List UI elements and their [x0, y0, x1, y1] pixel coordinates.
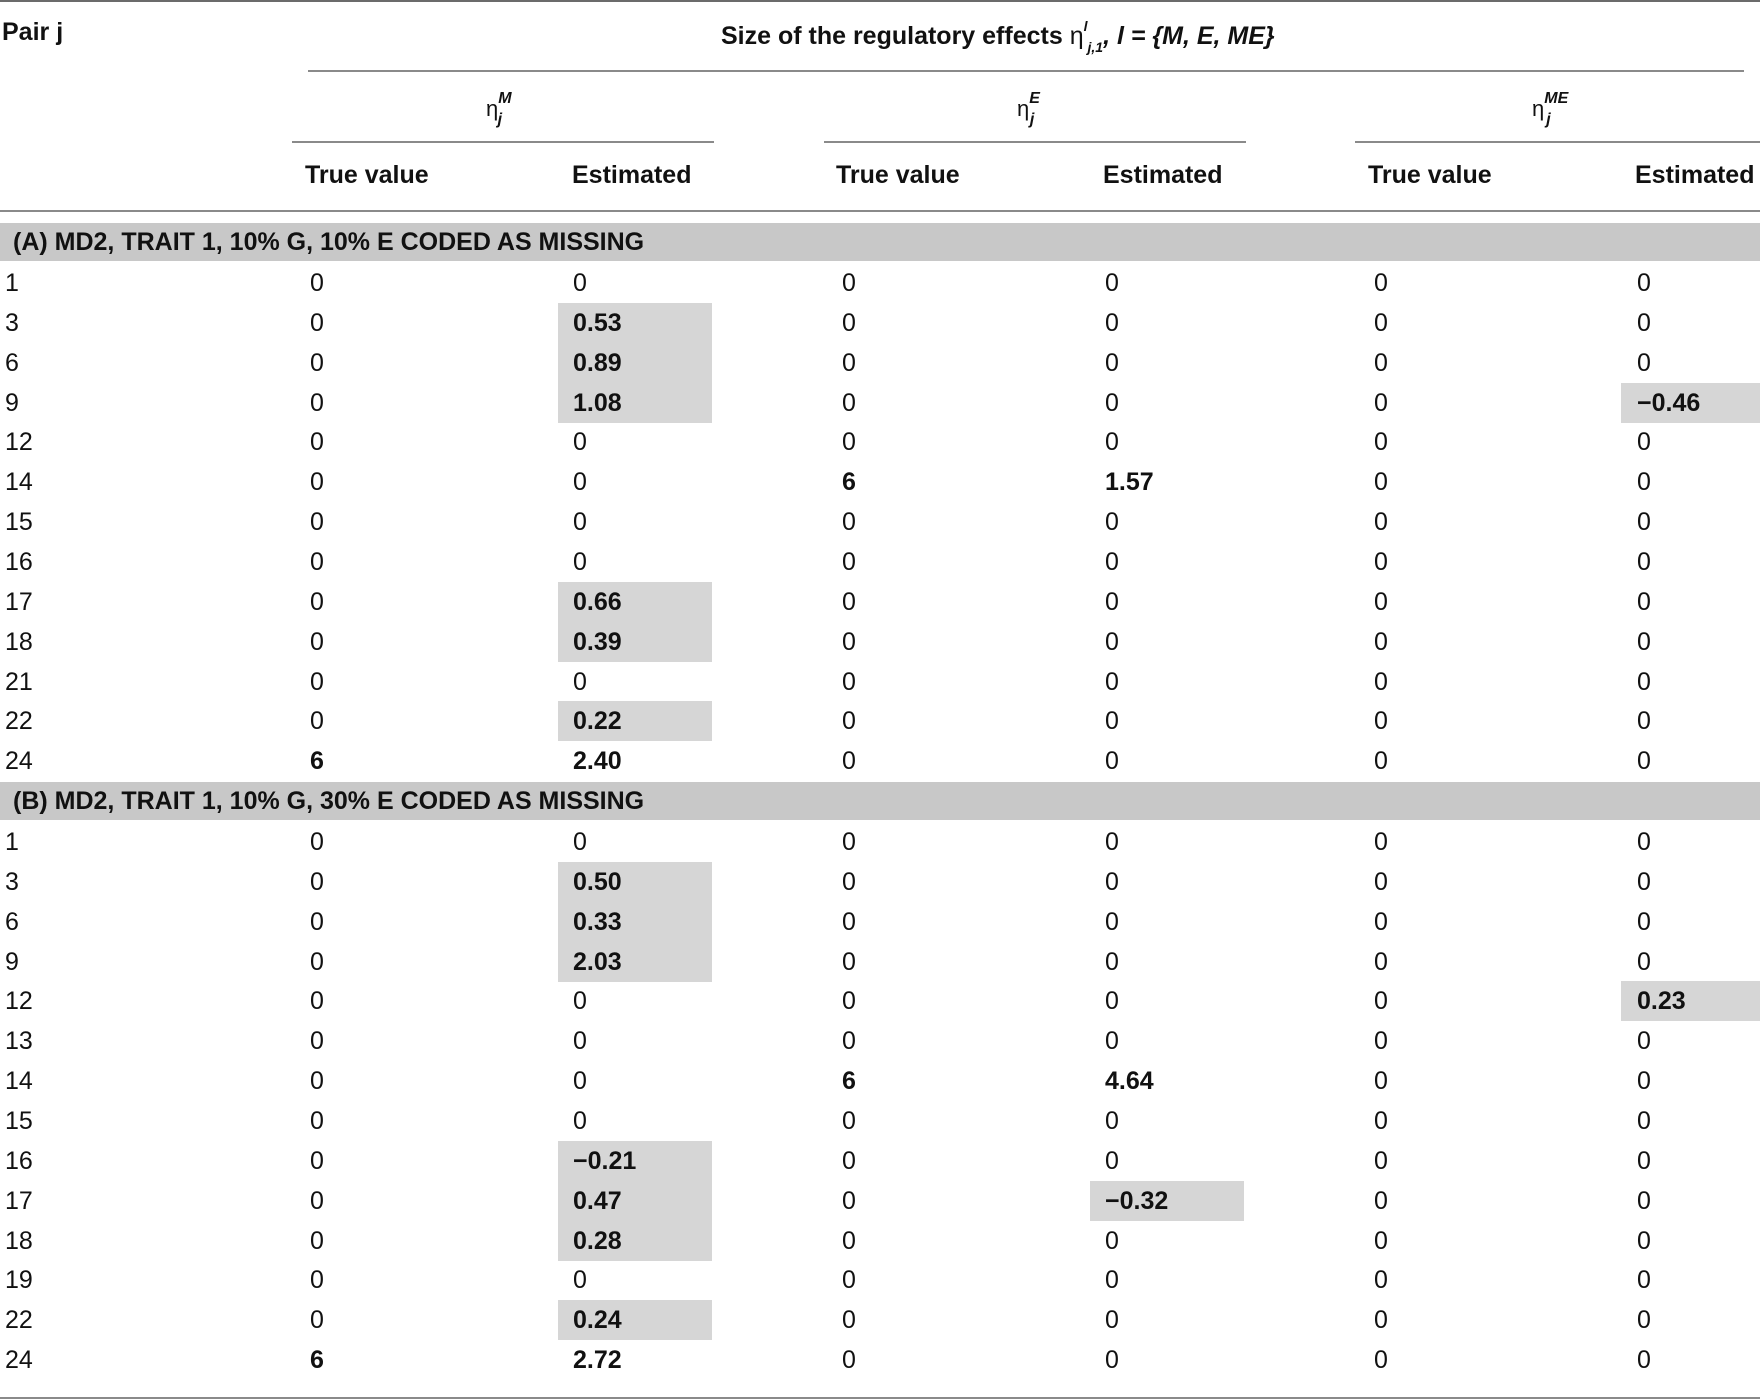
- value-cell: 0: [310, 828, 324, 857]
- value-cell: 0: [1374, 1186, 1388, 1215]
- value-cell: 0: [1105, 388, 1119, 417]
- value-cell: 0: [1105, 947, 1119, 976]
- value-cell: 0: [310, 547, 324, 576]
- value-cell: 0: [1637, 747, 1651, 776]
- value-cell: 0: [842, 707, 856, 736]
- value-cell: 0: [1637, 707, 1651, 736]
- value-cell: 0: [842, 547, 856, 576]
- value-cell: 0: [1374, 1146, 1388, 1175]
- value-cell: 0: [1374, 348, 1388, 377]
- value-cell: 0: [842, 1027, 856, 1056]
- value-cell: 0: [1637, 947, 1651, 976]
- value-cell: 2.40: [573, 747, 622, 776]
- table-row: [0, 662, 1760, 702]
- value-cell: 0: [1105, 987, 1119, 1016]
- value-cell: 0: [1374, 667, 1388, 696]
- value-cell: 0: [1105, 747, 1119, 776]
- value-cell: 0: [1105, 1266, 1119, 1295]
- title-sup: l: [1083, 18, 1088, 34]
- pair-cell: 12: [5, 428, 33, 457]
- value-cell: 0: [842, 1107, 856, 1135]
- value-cell: 0: [842, 428, 856, 457]
- value-cell: 0: [1105, 1346, 1119, 1375]
- value-cell: 0: [1637, 1346, 1651, 1375]
- value-cell: 0: [1637, 547, 1651, 576]
- value-cell: 0: [1374, 987, 1388, 1016]
- value-cell: 0: [310, 1306, 324, 1335]
- value-cell: 0: [842, 1266, 856, 1295]
- value-cell: 0: [310, 1146, 324, 1175]
- value-cell: 0: [1374, 1067, 1388, 1096]
- value-cell: 0: [1374, 707, 1388, 736]
- pair-cell: 15: [5, 508, 33, 537]
- value-cell: 0: [1105, 1226, 1119, 1255]
- pair-cell: 13: [5, 1027, 33, 1056]
- table-row: [0, 1061, 1760, 1101]
- pair-cell: 22: [5, 707, 33, 736]
- table-row: [0, 981, 1760, 1021]
- title-rule: [308, 70, 1744, 72]
- value-cell: 0: [573, 1107, 587, 1135]
- value-cell: 0: [842, 1226, 856, 1255]
- value-cell: 0: [842, 828, 856, 857]
- col-header-e-true: True value: [836, 161, 960, 189]
- highlighted-value-cell: 0.47: [558, 1181, 712, 1221]
- value-cell: 0: [842, 1346, 856, 1375]
- pair-cell: 1: [5, 269, 19, 297]
- value-cell: 0: [1637, 627, 1651, 656]
- value-cell: 0: [1105, 627, 1119, 656]
- table-row: [0, 343, 1760, 383]
- value-cell: 0: [1105, 269, 1119, 297]
- value-cell: 0: [1374, 907, 1388, 936]
- pair-cell: 18: [5, 627, 33, 656]
- col-header-me-true: True value: [1368, 161, 1492, 189]
- table-row: [0, 1141, 1760, 1181]
- value-cell: 0: [1637, 308, 1651, 337]
- value-cell: 0: [310, 707, 324, 736]
- pair-cell: 19: [5, 1266, 33, 1295]
- pair-cell: 15: [5, 1107, 33, 1135]
- pair-cell: 22: [5, 1306, 33, 1335]
- table-row: [0, 263, 1760, 303]
- col-header-m-true: True value: [305, 161, 429, 189]
- value-cell: 0: [1105, 667, 1119, 696]
- pair-cell: 6: [5, 348, 19, 377]
- value-cell: 0: [573, 428, 587, 457]
- value-cell: 0: [1374, 388, 1388, 417]
- value-cell: 0: [1637, 867, 1651, 896]
- table-row: [0, 1181, 1760, 1221]
- group-header-m: $\eta^M_j$: [486, 90, 512, 128]
- value-cell: 0: [1105, 907, 1119, 936]
- table-row: [0, 741, 1760, 781]
- value-cell: 0: [1374, 547, 1388, 576]
- table-row: [0, 822, 1760, 862]
- value-cell: 0: [310, 587, 324, 616]
- value-cell: 0: [310, 1027, 324, 1056]
- section-header: [0, 782, 1760, 820]
- value-cell: 0: [573, 667, 587, 696]
- pair-cell: 24: [5, 1346, 33, 1375]
- value-cell: 0: [842, 348, 856, 377]
- value-cell: 0: [1637, 1226, 1651, 1255]
- value-cell: 0: [842, 947, 856, 976]
- value-cell: 0: [842, 667, 856, 696]
- value-cell: 0: [1105, 1027, 1119, 1056]
- value-cell: 0: [842, 587, 856, 616]
- value-cell: 0: [1374, 828, 1388, 857]
- value-cell: 0: [310, 348, 324, 377]
- value-cell: 0: [842, 1306, 856, 1335]
- value-cell: 0: [842, 987, 856, 1016]
- value-cell: 0: [310, 667, 324, 696]
- value-cell: 0: [573, 508, 587, 537]
- table-row: [0, 462, 1760, 502]
- highlighted-value-cell: 0.89: [558, 343, 712, 383]
- value-cell: 0: [310, 269, 324, 297]
- value-cell: 0: [1105, 867, 1119, 896]
- col-header-e-est: Estimated: [1103, 161, 1223, 189]
- value-cell: 0: [1105, 1107, 1119, 1135]
- pair-cell: 17: [5, 1186, 33, 1215]
- value-cell: 0: [1637, 667, 1651, 696]
- pair-cell: 14: [5, 1067, 33, 1096]
- value-cell: 0: [1637, 1067, 1651, 1096]
- highlighted-value-cell: −0.32: [1090, 1181, 1244, 1221]
- value-cell: 0: [1374, 468, 1388, 497]
- table-row: [0, 502, 1760, 542]
- value-cell: 0: [1105, 508, 1119, 537]
- pair-cell: 9: [5, 947, 19, 976]
- group-header-e: $\eta^E_j$: [1017, 90, 1040, 128]
- table-row: [0, 1260, 1760, 1300]
- table-top-rule: [0, 0, 1760, 2]
- value-cell: 2.72: [573, 1346, 622, 1375]
- value-cell: 0: [310, 867, 324, 896]
- title-sub: j,1: [1087, 39, 1104, 55]
- value-cell: 6: [842, 1067, 856, 1096]
- value-cell: 0: [842, 1186, 856, 1215]
- value-cell: 0: [310, 987, 324, 1016]
- value-cell: 0: [1374, 269, 1388, 297]
- table-row: [0, 542, 1760, 582]
- value-cell: 0: [310, 907, 324, 936]
- table-row: [0, 383, 1760, 423]
- table-row: [0, 1300, 1760, 1340]
- title-set: , l = {M, E, ME}: [1103, 22, 1275, 50]
- table-row: [0, 862, 1760, 902]
- value-cell: 0: [842, 388, 856, 417]
- value-cell: 0: [310, 428, 324, 457]
- value-cell: 0: [1105, 1306, 1119, 1335]
- pair-cell: 9: [5, 388, 19, 417]
- table-row: [0, 303, 1760, 343]
- value-cell: 0: [842, 269, 856, 297]
- value-cell: 0: [573, 468, 587, 497]
- value-cell: 0: [310, 1226, 324, 1255]
- value-cell: 0: [1105, 308, 1119, 337]
- value-cell: 4.64: [1105, 1067, 1154, 1096]
- value-cell: 0: [842, 907, 856, 936]
- value-cell: 0: [310, 947, 324, 976]
- section-title: (A) MD2, TRAIT 1, 10% G, 10% E CODED AS MISSING: [13, 228, 645, 256]
- table-row: [0, 1340, 1760, 1380]
- value-cell: 0: [310, 468, 324, 497]
- value-cell: 0: [1637, 1186, 1651, 1215]
- value-cell: 0: [1374, 947, 1388, 976]
- value-cell: 6: [310, 1346, 324, 1375]
- highlighted-value-cell: −0.46: [1621, 383, 1760, 423]
- value-cell: 0: [310, 508, 324, 537]
- group-rule-e: [824, 141, 1246, 143]
- highlighted-value-cell: 0.33: [558, 902, 712, 942]
- table-row: [0, 1101, 1760, 1141]
- group-rule-m: [292, 141, 714, 143]
- value-cell: 0: [1637, 269, 1651, 297]
- value-cell: 0: [1374, 867, 1388, 896]
- value-cell: 0: [310, 627, 324, 656]
- table-row: [0, 582, 1760, 622]
- value-cell: 0: [573, 269, 587, 297]
- highlighted-value-cell: 0.28: [558, 1221, 712, 1261]
- value-cell: 0: [842, 867, 856, 896]
- value-cell: 1.57: [1105, 468, 1154, 497]
- pair-cell: 21: [5, 667, 33, 696]
- highlighted-value-cell: 0.23: [1621, 981, 1760, 1021]
- value-cell: 0: [1637, 1266, 1651, 1295]
- value-cell: 0: [1637, 1027, 1651, 1056]
- highlighted-value-cell: 0.66: [558, 582, 712, 622]
- value-cell: 0: [310, 308, 324, 337]
- title-eta: η: [1069, 22, 1084, 50]
- table-row: [0, 902, 1760, 942]
- value-cell: 0: [1374, 1226, 1388, 1255]
- value-cell: 0: [1374, 587, 1388, 616]
- value-cell: 0: [842, 747, 856, 776]
- title-text: Size of the regulatory effects: [721, 22, 1070, 50]
- value-cell: 0: [1637, 468, 1651, 497]
- header-bottom-rule: [0, 210, 1760, 212]
- value-cell: 0: [1374, 1027, 1388, 1056]
- highlighted-value-cell: 0.53: [558, 303, 712, 343]
- value-cell: 0: [310, 388, 324, 417]
- highlighted-value-cell: 0.24: [558, 1300, 712, 1340]
- value-cell: 0: [1374, 428, 1388, 457]
- value-cell: 0: [1637, 428, 1651, 457]
- highlighted-value-cell: 1.08: [558, 383, 712, 423]
- pair-cell: 14: [5, 468, 33, 497]
- table-row: [0, 422, 1760, 462]
- group-rule-me: [1355, 141, 1760, 143]
- highlighted-value-cell: 0.22: [558, 701, 712, 741]
- value-cell: 0: [1374, 627, 1388, 656]
- value-cell: 0: [1637, 587, 1651, 616]
- value-cell: 6: [310, 747, 324, 776]
- pair-cell: 12: [5, 987, 33, 1016]
- value-cell: 0: [1105, 547, 1119, 576]
- group-header-me: $\eta^{ME}_j$: [1532, 90, 1569, 128]
- value-cell: 0: [1105, 828, 1119, 857]
- value-cell: 0: [1637, 1306, 1651, 1335]
- value-cell: 0: [1637, 348, 1651, 377]
- table-row: [0, 1021, 1760, 1061]
- value-cell: 0: [1374, 1306, 1388, 1335]
- value-cell: 0: [842, 1146, 856, 1175]
- value-cell: 0: [310, 1186, 324, 1215]
- value-cell: 0: [573, 1266, 587, 1295]
- value-cell: 0: [842, 508, 856, 537]
- value-cell: 0: [1374, 1266, 1388, 1295]
- highlighted-value-cell: 0.39: [558, 622, 712, 662]
- pair-cell: 3: [5, 308, 19, 337]
- pair-cell: 6: [5, 907, 19, 936]
- value-cell: 0: [310, 1067, 324, 1096]
- table-row: [0, 1221, 1760, 1261]
- pair-cell: 18: [5, 1226, 33, 1255]
- value-cell: 0: [573, 828, 587, 857]
- value-cell: 0: [573, 1027, 587, 1056]
- highlighted-value-cell: 2.03: [558, 942, 712, 982]
- value-cell: 6: [842, 468, 856, 497]
- value-cell: 0: [310, 1266, 324, 1295]
- value-cell: 0: [842, 627, 856, 656]
- value-cell: 0: [1105, 1146, 1119, 1175]
- value-cell: 0: [1637, 828, 1651, 857]
- table-row: [0, 622, 1760, 662]
- value-cell: 0: [1374, 1346, 1388, 1375]
- pair-cell: 17: [5, 587, 33, 616]
- value-cell: 0: [1374, 1107, 1388, 1135]
- value-cell: 0: [310, 1107, 324, 1135]
- pair-cell: 1: [5, 828, 19, 857]
- value-cell: 0: [1374, 508, 1388, 537]
- section-header: [0, 223, 1760, 261]
- col-header-me-est: Estimated: [1635, 161, 1755, 189]
- value-cell: 0: [1374, 308, 1388, 337]
- pair-cell: 16: [5, 547, 33, 576]
- value-cell: 0: [1105, 348, 1119, 377]
- value-cell: 0: [573, 1067, 587, 1096]
- pair-label: Pair j: [2, 18, 64, 46]
- value-cell: 0: [573, 547, 587, 576]
- value-cell: 0: [573, 987, 587, 1016]
- value-cell: 0: [1105, 428, 1119, 457]
- pair-cell: 3: [5, 867, 19, 896]
- value-cell: 0: [1637, 1146, 1651, 1175]
- value-cell: 0: [1374, 747, 1388, 776]
- pair-cell: 24: [5, 747, 33, 776]
- value-cell: 0: [1637, 1107, 1651, 1135]
- value-cell: 0: [1637, 907, 1651, 936]
- highlighted-value-cell: −0.21: [558, 1141, 712, 1181]
- table-row: [0, 701, 1760, 741]
- value-cell: 0: [1105, 707, 1119, 736]
- value-cell: 0: [1637, 508, 1651, 537]
- col-header-m-est: Estimated: [572, 161, 692, 189]
- pair-cell: 16: [5, 1146, 33, 1175]
- value-cell: 0: [842, 308, 856, 337]
- section-title: (B) MD2, TRAIT 1, 10% G, 30% E CODED AS MISSING: [13, 787, 645, 816]
- highlighted-value-cell: 0.50: [558, 862, 712, 902]
- pair-column-header: [2, 18, 63, 47]
- table-row: [0, 942, 1760, 982]
- table-title: [721, 18, 1275, 55]
- value-cell: 0: [1105, 587, 1119, 616]
